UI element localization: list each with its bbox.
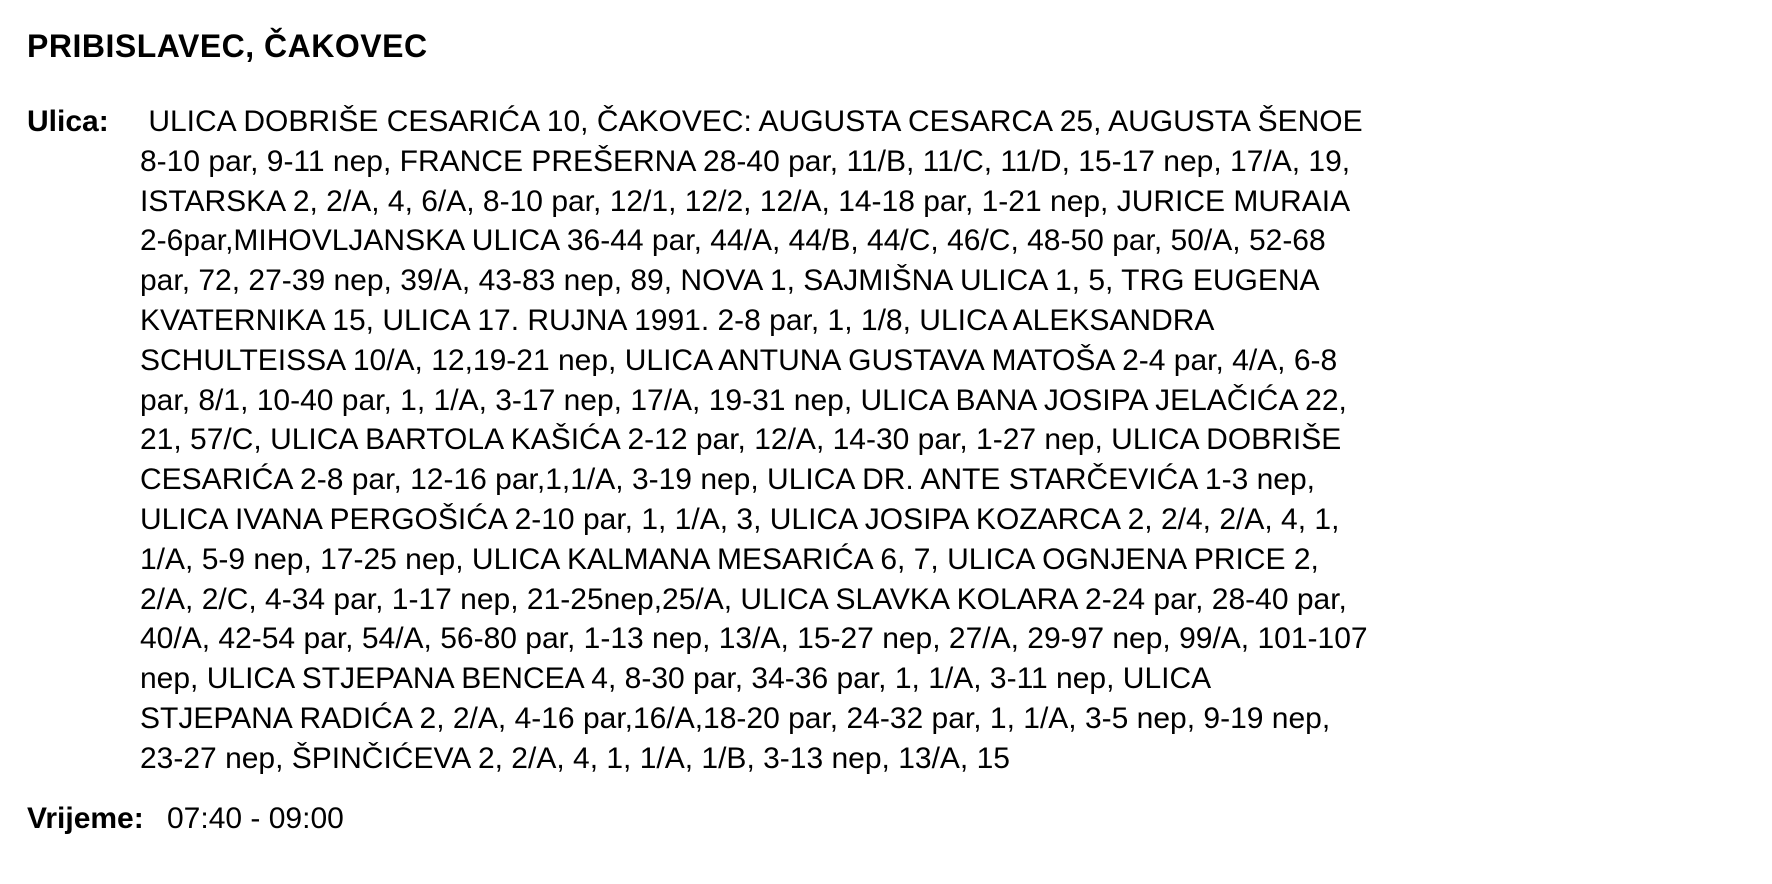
street-line: ULICA IVANA PERGOŠIĆA 2-10 par, 1, 1/A, 3, ULICA JOSIPA KOZARCA 2, 2/4, 2/A, 4, 1,: [140, 502, 1340, 536]
street-line: ISTARSKA 2, 2/A, 4, 6/A, 8-10 par, 12/1, 12/2, 12/A, 14-18 par, 1-21 nep, JURICE MURAIA: [140, 184, 1351, 218]
time-label: Vrijeme:: [27, 801, 144, 835]
street-line: 23-27 nep, ŠPINČIĆEVA 2, 2/A, 4, 1, 1/A, 1/B, 3-13 nep, 13/A, 15: [140, 741, 1010, 775]
street-row: [27, 102, 1752, 779]
street-lines: [140, 102, 1752, 779]
street-line: SCHULTEISSA 10/A, 12,19-21 nep, ULICA ANTUNA GUSTAVA MATOŠA 2-4 par, 4/A, 6-8: [140, 343, 1338, 377]
street-line: CESARIĆA 2-8 par, 12-16 par,1,1/A, 3-19 nep, ULICA DR. ANTE STARČEVIĆA 1-3 nep,: [140, 463, 1316, 497]
street-line: nep, ULICA STJEPANA BENCEA 4, 8-30 par, 34-36 par, 1, 1/A, 3-11 nep, ULICA: [140, 662, 1212, 696]
street-line: par, 8/1, 10-40 par, 1, 1/A, 3-17 nep, 17/A, 19-31 nep, ULICA BANA JOSIPA JELAČIĆA 22,: [140, 383, 1347, 417]
street-line: 40/A, 42-54 par, 54/A, 56-80 par, 1-13 nep, 13/A, 15-27 nep, 27/A, 29-97 nep, 99/A, 101-107: [140, 622, 1368, 656]
street-line: 1/A, 5-9 nep, 17-25 nep, ULICA KALMANA MESARIĆA 6, 7, ULICA OGNJENA PRICE 2,: [140, 542, 1319, 576]
street-label: Ulica:: [27, 105, 109, 138]
street-line: par, 72, 27-39 nep, 39/A, 43-83 nep, 89, NOVA 1, SAJMIŠNA ULICA 1, 5, TRG EUGENA: [140, 264, 1320, 298]
street-line: 2-6par,MIHOVLJANSKA ULICA 36-44 par, 44/A, 44/B, 44/C, 46/C, 48-50 par, 50/A, 52-68: [140, 224, 1326, 258]
street-line: ULICA DOBRIŠE CESARIĆA 10, ČAKOVEC: AUGUSTA CESARCA 25, AUGUSTA ŠENOE: [140, 105, 1363, 138]
street-line: STJEPANA RADIĆA 2, 2/A, 4-16 par,16/A,18-20 par, 24-32 par, 1, 1/A, 3-5 nep, 9-19 nep,: [140, 701, 1331, 735]
time-row: [27, 799, 1752, 839]
street-line: 21, 57/C, ULICA BARTOLA KAŠIĆA 2-12 par, 12/A, 14-30 par, 1-27 nep, ULICA DOBRIŠE: [140, 423, 1342, 457]
street-line: 8-10 par, 9-11 nep, FRANCE PREŠERNA 28-40 par, 11/B, 11/C, 11/D, 15-17 nep, 17/A, 19,: [140, 144, 1351, 178]
street-line: KVATERNIKA 15, ULICA 17. RUJNA 1991. 2-8 par, 1, 1/8, ULICA ALEKSANDRA: [140, 303, 1215, 337]
street-line: 2/A, 2/C, 4-34 par, 1-17 nep, 21-25nep,25/A, ULICA SLAVKA KOLARA 2-24 par, 28-40 par,: [140, 582, 1347, 616]
page-title: PRIBISLAVEC, ČAKOVEC: [27, 28, 428, 64]
time-value: 07:40 - 09:00: [167, 801, 344, 835]
